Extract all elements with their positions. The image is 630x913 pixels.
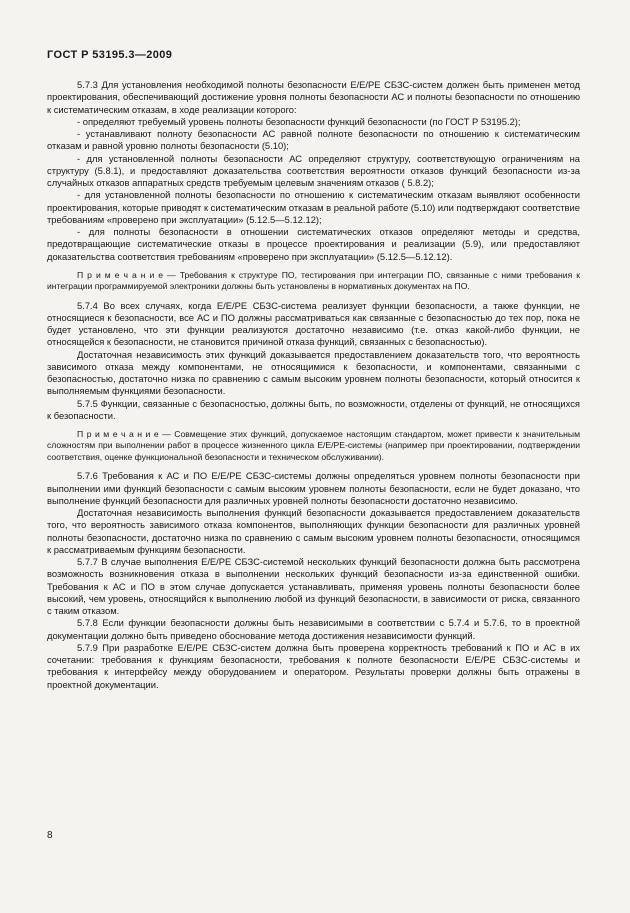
paragraph-5-7-5: 5.7.5 Функции, связанные с безопасностью, должны быть, по возможности, отделены от функций, не относящихся к безопасности.: [47, 397, 580, 421]
note-text: — Совмещение этих функций, допускаемое настоящим стандартом, может привести к значительным сложностям при выполнении работ в процессе жизненного цикла Е/Е/РЕ-системы (например при проектировании, подтверждении соответствия, оценке функциональной безопасности и техническом обслуживании).: [47, 429, 581, 462]
list-item: - устанавливают полноту безопасности АС равной полноте безопасности по отношению к систематическим отказам и равной уровню полноты безопасности (5.10);: [47, 128, 580, 152]
note-text: — Требования к структуре ПО, тестирования при интеграции ПО, связанные с ними требования к интеграции программируемой электроники должны быть установлены в нормативных документах на ПО.: [47, 269, 580, 292]
note-label: П р и м е ч а н и е: [77, 269, 164, 280]
paragraph: Достаточная независимость выполнения функций безопасности доказывается предоставлением доказательств того, что вероятность зависимого отказа компонентов, выполняющих функции безопасности для различных уровней полноты безопасности, достаточно низка по сравнению с самым высоким уровнем полноты безопасности, относящимся к рассматриваемым функциям безопасности.: [47, 507, 580, 555]
paragraph: Достаточная независимость этих функций доказывается предоставлением доказательств того, что вероятность зависимого отказа между компонентами, не относящимися к безопасности, и компонентами, связанными с безопасностью, достаточно низка по сравнению с самым высоким уровнем полноты безопасности, который относится к выполняемым функциями безопасности.: [47, 348, 580, 397]
document-header: ГОСТ Р 53195.3—2009: [47, 49, 173, 61]
list-item: - для установленной полноты безопасности по отношению к систематическим отказам выявляют особенности проектирования, которые приводят к систематическим отказам в реальной работе (5.10) или подтверждают соответствие требованиям «проверено при эксплуатации» (5.12.5—5.12.12);: [47, 189, 580, 225]
page-number: 8: [47, 830, 53, 841]
note-1: [47, 270, 580, 293]
paragraph-5-7-8: 5.7.8 Если функции безопасности должны быть независимыми в соответствии с 5.7.4 и 5.7.6, то в проектной документации должно быть приведено обоснование метода достижения независимости функций.: [47, 617, 580, 641]
note-label: П р и м е ч а н и е: [77, 429, 159, 440]
list-item: - определяют требуемый уровень полноты безопасности функций безопасности (по ГОСТ Р 53195.2);: [77, 115, 521, 127]
note-2: [47, 429, 580, 463]
paragraph-5-7-7: 5.7.7 В случае выполнения Е/Е/РЕ СБЗС-системой нескольких функций безопасности должна быть рассмотрена возможность возникновения отказа в выполнении нескольких функций безопасности из-за единственной ошибки. Требования к АС и ПО в этом случае допускается устанавливать, применяя уровень полноты безопасности более высокий, чем уровень, относящийся к выполнению любой из функций безопасности, в зависимости от риска, связанного с таким отказом.: [47, 556, 580, 617]
paragraph-5-7-4: 5.7.4 Во всех случаях, когда Е/Е/РЕ СБЗС-система реализует функции безопасности, а также функции, не относящиеся к безопасности, все АС и ПО должны рассматриваться как связанные с безопасностью до тех пор, пока не будет установлено, что эти функции реализуются достаточно независимо (т.е. отказ какой-либо функции, не относящейся к безопасности, не становится причиной отказа функций, связанных с безопасностью).: [47, 299, 580, 348]
paragraph-5-7-3: 5.7.3 Для установления необходимой полноты безопасности Е/Е/РЕ СБЗС-систем должен быть применен метод проектирования, обеспечивающий достижение уровня полноты безопасности АС и полноты безопасности по отношению к систематическим отказам, в ходе реализации которого:: [47, 79, 580, 115]
list-item: - для полноты безопасности в отношении систематических отказов определяют методы и средства, предотвращающие систематические отказы в процессе проектирования и реализации (5.9), или предоставляют доказательства соответствия требованиям «проверено при эксплуатации» (5.12.5—5.12.12).: [47, 226, 580, 262]
list-item: - для установленной полноты безопасности АС определяют структуру, соответствующую ограничениям на структуру (5.8.1), и предоставляют доказательства соответствия вероятности отказов функций безопасности из-за случайных отказов аппаратных средств требуемым целевым значениям отказов ( 5.8.2);: [47, 152, 580, 188]
paragraph-5-7-6: 5.7.6 Требования к АС и ПО Е/Е/РЕ СБЗС-системы должны определяться уровнем полноты безопасности при выполнении ими функций безопасности с самым высоким уровнем полноты безопасности, если не будет доказано, что выполнение функций безопасности для различных уровней полноты безопасности достаточно независимо.: [47, 470, 580, 506]
document-body: [47, 79, 580, 691]
paragraph-5-7-9: 5.7.9 При разработке Е/Е/РЕ СБЗС-систем должна быть проверена корректность требований к ПО и АС в их сочетании: требования к функциям безопасности, требования к полноте безопасности Е/Е/РЕ СБЗС-системы и требования к интерфейсу между оборудованием и оператором. Результаты проверки должны быть отражены в проектной документации.: [47, 641, 580, 690]
